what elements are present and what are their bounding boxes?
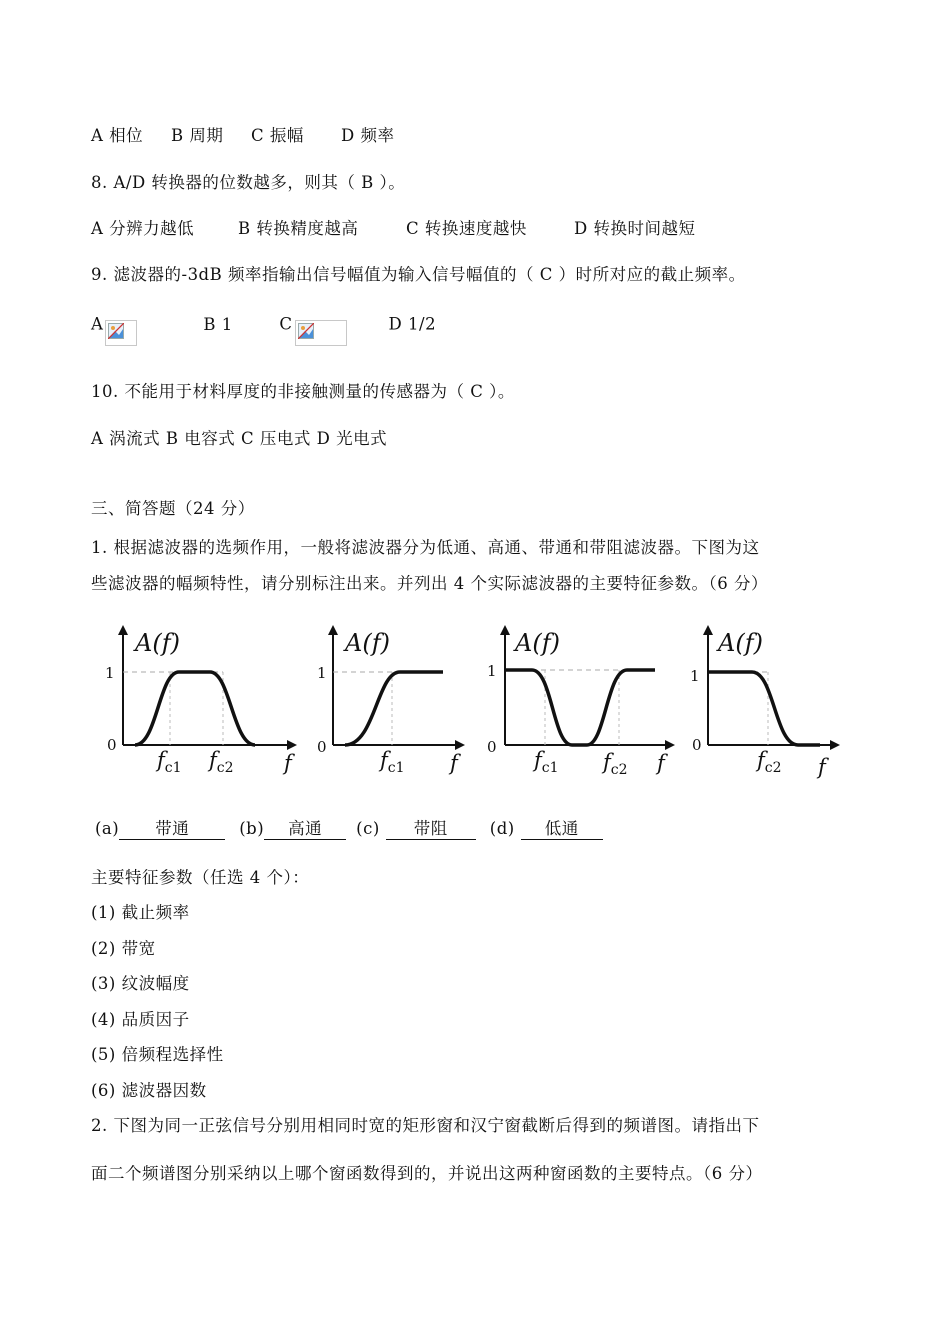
s1-question-line2: 些滤波器的幅频特性，请分别标注出来。并列出 4 个实际滤波器的主要特征参数。（6 分） xyxy=(91,574,768,593)
q8-option-d: D 转换时间越短 xyxy=(574,219,696,238)
q7-option-b: B 周期 xyxy=(171,126,224,145)
ylabel: A(f) xyxy=(515,629,560,657)
q9-options xyxy=(91,312,436,338)
s1-answers xyxy=(95,817,603,841)
xlabel: f xyxy=(450,751,458,775)
response-curve xyxy=(708,672,820,745)
q9-option-c: C xyxy=(279,314,293,334)
q9-option-d: D 1/2 xyxy=(388,314,437,334)
ylabel: A(f) xyxy=(345,629,390,657)
q9-option-a: A xyxy=(91,314,104,334)
q8-option-c: C 转换速度越快 xyxy=(406,219,527,238)
answer-c: 带阻 xyxy=(386,819,476,840)
ylabel: A(f) xyxy=(718,629,763,657)
q9-option-b: B 1 xyxy=(203,314,233,334)
answer-label-d: (d) xyxy=(489,819,515,838)
response-curve xyxy=(505,670,655,745)
q8-option-b: B 转换精度越高 xyxy=(238,219,359,238)
param-item: (6) 滤波器因数 xyxy=(91,1081,207,1100)
broken-image-icon xyxy=(105,320,137,346)
filter-response-figure xyxy=(95,615,855,785)
tick-one: 1 xyxy=(105,664,115,682)
fc1-label: $f_{c1}$ xyxy=(534,748,559,776)
q10-options: A 涡流式 B 电容式 C 压电式 D 光电式 xyxy=(91,429,388,448)
s2-question-line2: 面二个频谱图分别采纳以上哪个窗函数得到的，并说出这两种窗函数的主要特点。（6 分） xyxy=(91,1164,763,1183)
broken-image-icon xyxy=(295,320,347,346)
answer-a: 带通 xyxy=(119,819,225,840)
answer-d: 低通 xyxy=(521,819,603,840)
q8-options xyxy=(91,217,695,241)
xlabel: f xyxy=(818,755,826,779)
q7-option-d: D 频率 xyxy=(341,126,395,145)
param-item: (5) 倍频程选择性 xyxy=(91,1045,224,1064)
s2-question-line1: 2. 下图为同一正弦信号分别用相同时宽的矩形窗和汉宁窗截断后得到的频谱图。请指出下 xyxy=(91,1116,760,1135)
bandstop-plot xyxy=(487,627,673,778)
q8-question: 8. A/D 转换器的位数越多，则其（ B ）。 xyxy=(91,173,406,192)
highpass-plot xyxy=(317,627,463,776)
param-item: (3) 纹波幅度 xyxy=(91,974,190,993)
answer-b: 高通 xyxy=(264,819,346,840)
bandpass-plot xyxy=(105,627,295,776)
response-curve xyxy=(345,672,443,745)
tick-zero: 0 xyxy=(107,736,117,754)
tick-zero: 0 xyxy=(692,736,702,754)
fc1-label: $f_{c1}$ xyxy=(380,748,405,776)
tick-zero: 0 xyxy=(487,738,497,756)
param-item: (4) 品质因子 xyxy=(91,1010,190,1029)
tick-one: 1 xyxy=(487,662,497,680)
xlabel: f xyxy=(284,751,292,775)
param-item: (2) 带宽 xyxy=(91,939,156,958)
q7-option-a: A 相位 xyxy=(91,126,144,145)
fc1-label: $f_{c1}$ xyxy=(157,748,182,776)
fc2-label: $f_{c2}$ xyxy=(209,748,234,776)
response-curve xyxy=(135,672,255,745)
ylabel: A(f) xyxy=(135,629,180,657)
q8-option-a: A 分辨力越低 xyxy=(91,219,195,238)
tick-one: 1 xyxy=(690,667,700,685)
params-title: 主要特征参数（任选 4 个）： xyxy=(91,868,310,887)
answer-label-c: (c) xyxy=(356,819,380,838)
answer-label-a: (a) xyxy=(95,819,120,838)
fc2-label: $f_{c2}$ xyxy=(757,748,782,776)
lowpass-plot xyxy=(690,627,838,779)
s1-question-line1: 1. 根据滤波器的选频作用，一般将滤波器分为低通、高通、带通和带阻滤波器。下图为这 xyxy=(91,538,760,557)
q7-options xyxy=(91,124,394,148)
q10-question: 10. 不能用于材料厚度的非接触测量的传感器为（ C ）。 xyxy=(91,382,515,401)
param-item: (1) 截止频率 xyxy=(91,903,190,922)
answer-label-b: (b) xyxy=(239,819,265,838)
tick-zero: 0 xyxy=(317,738,327,756)
tick-one: 1 xyxy=(317,664,327,682)
section-title: 三、简答题（24 分） xyxy=(91,499,255,518)
q9-question: 9. 滤波器的-3dB 频率指输出信号幅值为输入信号幅值的（ C ）时所对应的截止频率。 xyxy=(91,265,746,284)
q7-option-c: C 振幅 xyxy=(251,126,304,145)
fc2-label: $f_{c2}$ xyxy=(603,750,628,778)
xlabel: f xyxy=(657,751,665,775)
